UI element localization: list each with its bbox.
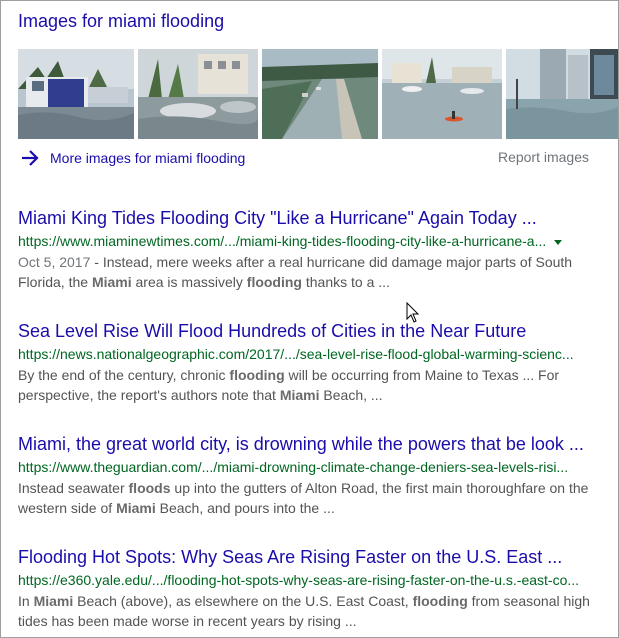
result-title-link[interactable]: Flooding Hot Spots: Why Seas Are Rising Faster on the U.S. East ... [18, 547, 563, 567]
snippet-text: Instead seawater [18, 480, 129, 496]
result-url [18, 345, 608, 363]
result-url-text: https://news.nationalgeographic.com/2017/.../sea-level-rise-flood-global-warming-scienc... [18, 346, 574, 362]
images-section-title[interactable]: Images for miami flooding [18, 11, 225, 31]
snippet-keyword: Miami [116, 500, 156, 516]
image-thumbnails-strip [18, 49, 618, 139]
thumb-kayak-flooded-lot[interactable] [382, 49, 502, 139]
snippet-keyword: Miami [91, 274, 132, 290]
snippet-text: up into the gutters of Alton Road, the first main thoroughfare on the western side of [18, 480, 589, 516]
result-title-link[interactable]: Miami King Tides Flooding City "Like a Hurricane" Again Today ... [18, 208, 537, 228]
snippet-text: from seasonal high tides has been made worse in recent years by rising ... [18, 593, 590, 629]
snippet-text: Beach (above), as elsewhere on the U.S. East Coast, [73, 593, 413, 609]
snippet-text: Beach, and pours into the ... [155, 500, 335, 516]
result-snippet [18, 591, 608, 631]
search-result [18, 320, 608, 405]
arrow-right-icon [18, 147, 42, 169]
search-result [18, 433, 608, 518]
more-images-link[interactable] [18, 147, 245, 169]
result-snippet [18, 478, 608, 518]
result-title-link[interactable]: Miami, the great world city, is drowning while the powers that be look ... [18, 434, 584, 454]
snippet-text: In [18, 593, 34, 609]
more-images-label: More images for miami flooding [50, 150, 246, 166]
snippet-keyword: Miami [33, 593, 74, 609]
search-result [18, 207, 608, 292]
result-url-text: https://www.theguardian.com/.../miami-drowning-climate-change-deniers-sea-levels-risi... [18, 459, 569, 475]
report-images-link[interactable]: Report images [497, 149, 589, 165]
mouse-pointer-icon [406, 302, 420, 324]
result-title-link[interactable]: Sea Level Rise Will Flood Hundreds of Cities in the Near Future [18, 321, 527, 341]
result-url-text: https://www.miaminewtimes.com/.../miami-king-tides-flooding-city-like-a-hurricane-a... [18, 233, 547, 249]
search-result [18, 546, 608, 631]
result-url [18, 571, 608, 589]
snippet-keyword: Miami [279, 387, 320, 403]
thumb-seawater-street[interactable] [506, 49, 618, 139]
snippet-keyword: flooding [229, 367, 285, 383]
url-options-caret-icon[interactable] [554, 240, 562, 245]
result-snippet [18, 365, 608, 405]
snippet-keyword: flooding [412, 593, 468, 609]
snippet-text: will be occurring from Maine to Texas ... For perspective, the report's authors note that [18, 367, 560, 403]
snippet-keyword: floods [128, 480, 171, 496]
result-date: Oct 5, 2017 [18, 254, 91, 270]
result-url-text: https://e360.yale.edu/.../flooding-hot-spots-why-seas-are-rising-faster-on-the-u.s.-east-co... [18, 572, 580, 588]
thumb-cars-flooded-street[interactable] [138, 49, 258, 139]
snippet-text: thanks to a ... [301, 274, 390, 290]
result-snippet [18, 252, 608, 292]
snippet-keyword: flooding [246, 274, 302, 290]
thumb-garbage-truck-flood[interactable] [18, 49, 134, 139]
snippet-text: - Instead, mere weeks after a real hurricane did damage major parts of South Florida, the [18, 254, 573, 290]
thumb-flooded-road-aerial[interactable] [262, 49, 378, 139]
result-url [18, 458, 608, 476]
result-url [18, 232, 608, 250]
snippet-text: By the end of the century, chronic [18, 367, 230, 383]
snippet-text: area is massively [131, 274, 247, 290]
snippet-text: Beach, ... [319, 387, 383, 403]
